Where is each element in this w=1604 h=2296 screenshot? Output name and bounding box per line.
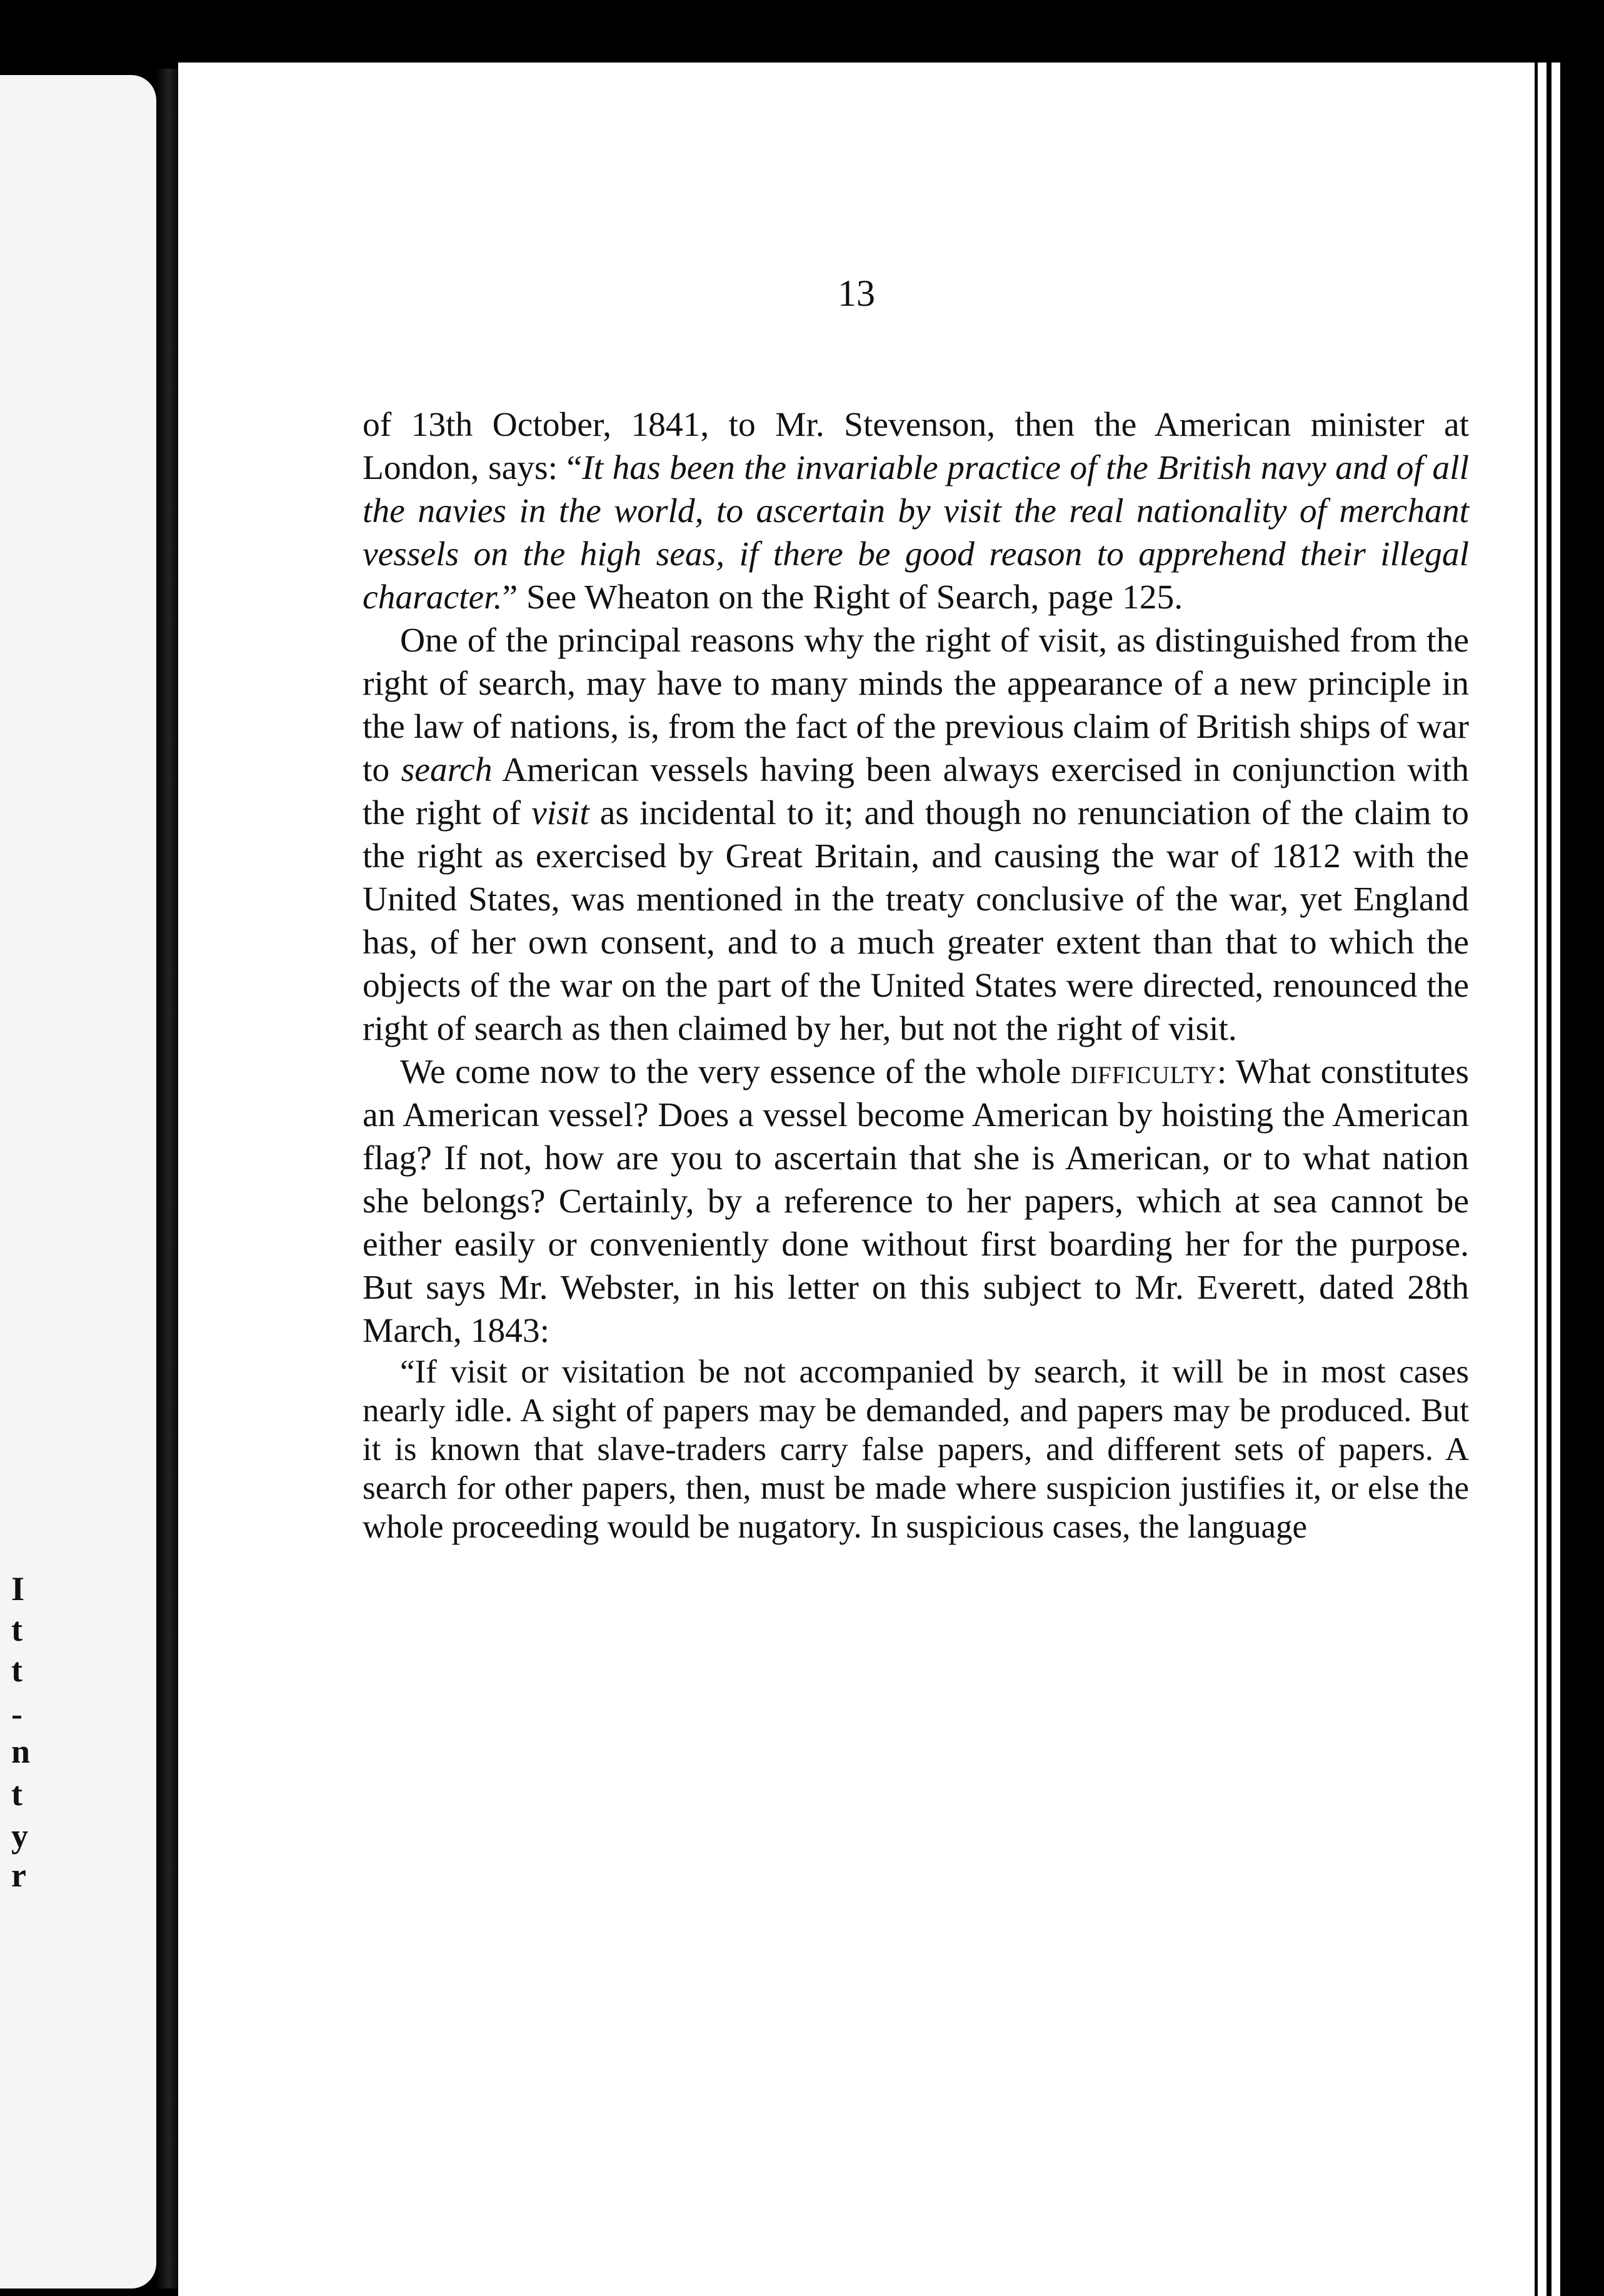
margin-fragment: r bbox=[11, 1856, 26, 1894]
margin-fragment: y bbox=[11, 1817, 28, 1855]
margin-fragment: t bbox=[11, 1651, 23, 1689]
body-text bbox=[363, 403, 1469, 1546]
margin-fragment: n bbox=[11, 1733, 31, 1770]
paragraph-3: We come now to the very essence of the whole difficulty: What constitutes an American vessel? Does a vessel become American by hoisting the American flag? If not, how are you to ascertain that she is American, or to what nation she belongs? Certainly, by a reference to her papers, which at sea cannot be either easily or conveniently done without first boarding her for the purpose. But says Mr. Webster, in his letter on this subject to Mr. Everett, dated 28th March, 1843: bbox=[363, 1053, 1470, 1350]
book-gutter bbox=[156, 69, 181, 2288]
paragraph-2: One of the principal reasons why the right of visit, as distinguished from the right of search, may have to many minds the appearance of a new principle in the law of nations, is, from the fact of the previous claim of British ships of war to search American vessels having been always exercised in conjunction with the right of visit as incidental to it; and though no renunciation of the claim to the right as exercised by Great Britain, and causing the war of 1812 with the United States, was mentioned in the treaty conclusive of the war, yet England has, of her own consent, and to a much greater extent than that to which the objects of the war on the part of the United States were directed, renounced the right of search as then claimed by her, but not the right of visit. bbox=[363, 622, 1470, 1048]
margin-fragment: - bbox=[11, 1695, 23, 1733]
paragraph-1: of 13th October, 1841, to Mr. Stevenson, then the American minister at London, says: “It has been the invariable practice of the British navy and of all the navies in the world, to ascertain by visit the real nationality of merchant vessels on the high seas, if there be good reason to apprehend their illegal character.” See Wheaton on the Right of Search, page 125. bbox=[363, 406, 1470, 617]
page-edge bbox=[1551, 63, 1560, 2296]
facing-page bbox=[0, 75, 156, 2288]
page-number: 13 bbox=[838, 273, 875, 314]
margin-fragment: I bbox=[11, 1570, 25, 1608]
page-edge bbox=[1538, 63, 1546, 2296]
margin-fragment: t bbox=[11, 1775, 23, 1813]
block-quote: “If visit or visitation be not accompanied by search, it will be in most cases nearly idle. A sight of papers may be demanded, and papers may be produced. But it is known that slave-traders carry false papers, and different sets of papers. A search for other papers, then, must be made where suspicion justifies it, or else the whole proceeding would be nugatory. In suspicious cases, the language bbox=[363, 1354, 1469, 1545]
book-page bbox=[178, 63, 1535, 2296]
margin-fragment: t bbox=[11, 1611, 23, 1648]
